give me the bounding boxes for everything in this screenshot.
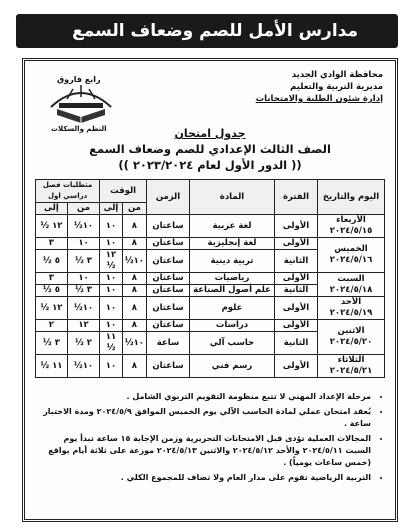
col-extra-from: من [67,203,99,215]
table-row [36,297,385,320]
col-day: اليوم والتاريخ [318,180,385,215]
cell-duration: ساعتان [147,273,190,285]
cell-to: ١٠ [100,273,123,285]
cell-period: الأولى [275,297,318,320]
table-row [36,320,385,332]
cell-period: الثانية [275,332,318,355]
cell-period: الثانية [275,285,318,297]
cell-from: ١٠½ [122,332,146,355]
cell-subject: حاسب آلي [190,332,275,355]
cell-duration: ساعتان [147,285,190,297]
cell-duration: ساعتان [147,355,190,378]
cell-from: ٨ [122,238,146,250]
cell-to: ١٢ ½ [100,250,123,273]
cell-extra-from: ١٠ [67,238,99,250]
note-item: • يُعقد امتحان عملي لمادة الحاسب الآلي يوم الخميس الموافق ٢٠٢٤/٥/٩ ومدة الاختبار ساعة . [37,406,371,430]
cell-period: الأولى [275,215,318,238]
cell-extra-to: ١٢ ½ [36,297,68,320]
cell-to: ١٠ [100,238,123,250]
schedule-document [22,58,398,522]
cell-from: ٨ [122,285,146,297]
cell-duration: ساعتان [147,238,190,250]
notes-section [37,391,383,487]
cell-extra-from: ١٠½ [67,215,99,238]
table-row [36,215,385,238]
cell-period: الأولى [275,320,318,332]
note-item: • المجالات العملية تؤدى قبل الامتحانات التحريرية وزمن الإجابة ١٥ ساعة تبدأ يوم السبت ٢٠٢٤/٥/١١ والأحد ٢٠٢٤/٥/١٢ والاثنين ٢٠٢٤/٥/١٣ موزعة على ثلاثة أيام بواقع (خمس ساعات يومياً) . [37,433,371,469]
col-subject: المادة [190,180,275,215]
table-row [36,273,385,285]
cell-duration: ساعة [147,332,190,355]
header-line-3: إدارة شئون الطلبة والامتحانات [255,94,383,104]
term-title: (( الدور الأول لعام ٢٠٢٣/٢٠٢٤ )) [118,158,302,172]
cell-from: ٨ [122,355,146,378]
cell-to: ١٠ [100,355,123,378]
title-block [25,127,395,172]
cell-subject: علوم [190,297,275,320]
cell-extra-from: ١٠½ [67,355,99,378]
cell-period: الثانية [275,250,318,273]
cell-day: الأربعاء ٢٠٢٤/٥/١٥ [318,215,385,238]
cell-subject: دراسات [190,320,275,332]
cell-to: ١١ ½ [100,332,123,355]
cell-subject: لغة إنجليزية [190,238,275,250]
cell-extra-to: ١١ ½ [36,355,68,378]
cell-from: ٨ [122,273,146,285]
cell-subject: تربية دينية [190,250,275,273]
cell-subject: رسم فني [190,355,275,378]
cell-extra-from: ٢ ½ [67,332,99,355]
cell-to: ١٠ [100,297,123,320]
col-extra: متطلبات فصل دراسي اول [36,180,100,203]
header-line-1: محافظة الوادي الجديد [291,70,383,80]
cell-subject: علم أصول الصناعة [190,285,275,297]
cell-from: ٨ [122,297,146,320]
cell-period: الأولى [275,238,318,250]
banner-title: مدارس الأمل للصم وضعاف السمع [72,21,358,41]
cell-duration: ساعتان [147,297,190,320]
cell-day: الاثنين ٢٠٢٤/٥/٢٠ [318,320,385,355]
cell-duration: ساعتان [147,320,190,332]
cell-day: الأحد ٢٠٢٤/٥/١٩ [318,297,385,320]
cell-extra-from: ٣ ½ [67,285,99,297]
cell-extra-to: ٥ ½ [36,250,68,273]
logo-text-bottom: النظم والسكلات [51,125,107,133]
ministry-header [223,69,383,105]
logo-text-top: رابع فاروق [57,75,101,84]
cell-subject: رياضيات [190,273,275,285]
header-line-2: مديرية التربية والتعليم [290,82,383,92]
cell-extra-from: ١٠ [67,273,99,285]
cell-extra-to: ٣ [36,238,68,250]
cell-to: ١٠ [100,285,123,297]
col-extra-to: إلى [36,203,68,215]
exam-table [35,179,385,378]
cell-subject: لغة عربية [190,215,275,238]
col-period: الفترة [275,180,318,215]
cell-duration: ساعتان [147,215,190,238]
table-row [36,355,385,378]
cell-extra-from: ١٠½ [67,297,99,320]
note-item: • مرحلة الإعداد المهني لا تتبع منظومة التقويم التربوي الشامل . [37,391,371,403]
cell-day: الثلاثاء ٢٠٢٤/٥/٢١ [318,355,385,378]
title-banner [16,14,398,48]
cell-to: ١٠ [100,215,123,238]
cell-to: ١٠ [100,320,123,332]
cell-extra-to: ٣ [36,273,68,285]
grade-title: الصف الثالث الإعدادي للصم وضعاف السمع [89,142,331,156]
cell-extra-from: ٣ ½ [67,250,99,273]
col-time-from: من [122,203,146,215]
cell-from: ٨ [122,320,146,332]
cell-duration: ساعتان [147,250,190,273]
cell-extra-to: ٢ [36,320,68,332]
cell-extra-to: ١٢ ½ [36,215,68,238]
cell-extra-from: ١٢ [67,320,99,332]
col-duration: الزمن [147,180,190,215]
note-item: • التربية الرياضية تقوم على مدار العام ولا تضاف للمجموع الكلي . [37,472,371,484]
table-row [36,238,385,250]
cell-extra-to: ٣ ½ [36,332,68,355]
schedule-title: جدول امتحان [174,127,246,140]
cell-from: ١٠½ [122,250,146,273]
cell-extra-to: ٥ ½ [36,285,68,297]
cell-day: الخميس ٢٠٢٤/٥/١٦ [318,238,385,273]
cell-day: السبت ٢٠٢٤/٥/١٨ [318,273,385,297]
col-time: الوقت [100,180,147,203]
cell-from: ٨ [122,215,146,238]
cell-period: الأولى [275,355,318,378]
col-time-to: إلى [100,203,123,215]
cell-period: الأولى [275,273,318,285]
